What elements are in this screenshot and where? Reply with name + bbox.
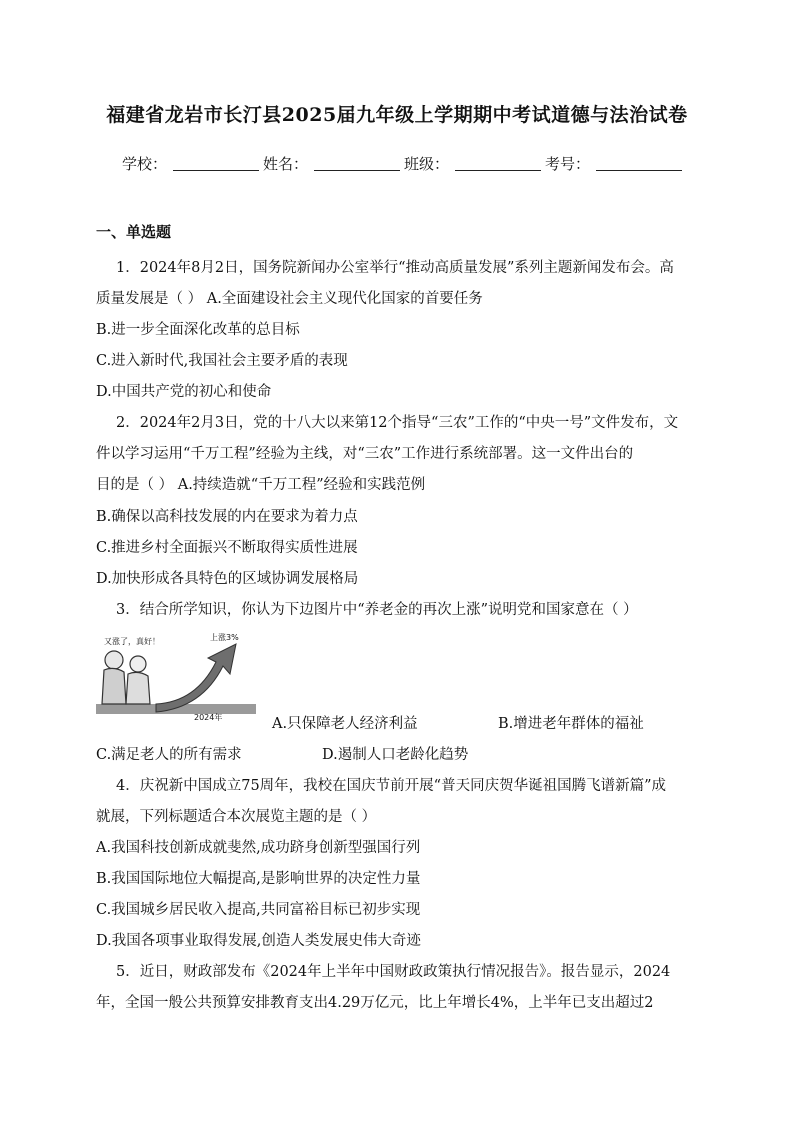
section-heading: 一、单选题 <box>96 223 172 241</box>
q2-option-b: B.确保以高科技发展的内在要求为着力点 <box>96 509 358 525</box>
number-label: 考号： <box>545 155 591 173</box>
elder-body-right <box>126 672 150 704</box>
q3-line1: 3．结合所学知识，你认为下边图片中“养老金的再次上涨”说明党和国家意在（ ） <box>116 602 638 618</box>
q3-option-b: B.增进老年群体的福祉 <box>498 716 644 732</box>
elder-body-left <box>102 668 126 704</box>
q1-line2: 质量发展是（ ） A.全面建设社会主义现代化国家的首要任务 <box>96 291 483 307</box>
q3-option-a: A.只保障老人经济利益 <box>272 716 418 732</box>
q2-option-d: D.加快形成各具特色的区域协调发展格局 <box>96 571 359 587</box>
school-blank[interactable] <box>173 156 259 171</box>
q2-line3: 目的是（ ） A.持续造就“千万工程”经验和实践范例 <box>96 477 426 493</box>
pension-cartoon <box>96 632 256 722</box>
q2-line1: 2．2024年2月3日，党的十八大以来第12个指导“三农”工作的“中央一号”文件发布，文 <box>116 415 679 431</box>
class-label: 班级： <box>404 155 450 173</box>
name-blank[interactable] <box>314 156 400 171</box>
cartoon-year-label: 2024年 <box>194 713 223 722</box>
q3-option-c: C.满足老人的所有需求 <box>96 747 242 763</box>
q2-line2: 件以学习运用“千万工程”经验为主线，对“三农”工作进行系统部署。这一文件出台的 <box>96 446 634 462</box>
q1-option-c: C.进入新时代,我国社会主要矛盾的表现 <box>96 353 348 369</box>
q5-line2: 年，全国一般公共预算安排教育支出4.29万亿元，比上年增长4%，上半年已支出超过2 <box>96 995 654 1011</box>
rising-arrow <box>156 644 236 712</box>
q1-option-d: D.中国共产党的初心和使命 <box>96 384 272 400</box>
elder-head-left <box>105 651 123 669</box>
elder-head-right <box>130 656 146 672</box>
q5-line1: 5．近日，财政部发布《2024年上半年中国财政政策执行情况报告》。报告显示，2024 <box>116 964 671 980</box>
cartoon-speech-text: 又涨了，真好！ <box>104 637 160 646</box>
cartoon-rise-label: 上涨3% <box>210 633 239 642</box>
q4-line1: 4．庆祝新中国成立75周年，我校在国庆节前开展“普天同庆贺华诞祖国腾飞谱新篇”成 <box>116 778 666 794</box>
q4-option-b: B.我国国际地位大幅提高,是影响世界的决定性力量 <box>96 871 421 887</box>
exam-title: 福建省龙岩市长汀县2025届九年级上学期期中考试道德与法治试卷 <box>106 104 688 126</box>
q4-option-a: A.我国科技创新成就斐然,成功跻身创新型强国行列 <box>96 840 421 856</box>
name-label: 姓名： <box>263 155 309 173</box>
q1-option-b: B.进一步全面深化改革的总目标 <box>96 322 300 338</box>
q1-line1: 1．2024年8月2日，国务院新闻办公室举行“推动高质量发展”系列主题新闻发布会。高 <box>116 260 674 276</box>
q4-option-c: C.我国城乡居民收入提高,共同富裕目标已初步实现 <box>96 902 421 918</box>
pension-cartoon-svg <box>96 632 256 722</box>
q3-option-d: D.遏制人口老龄化趋势 <box>322 747 469 763</box>
q2-option-c: C.推进乡村全面振兴不断取得实质性进展 <box>96 540 358 556</box>
student-info-row <box>122 153 686 174</box>
school-label: 学校： <box>122 155 168 173</box>
q4-line2: 就展，下列标题适合本次展览主题的是（ ） <box>96 809 377 825</box>
number-blank[interactable] <box>596 156 682 171</box>
q4-option-d: D.我国各项事业取得发展,创造人类发展史伟大奇迹 <box>96 933 421 949</box>
class-blank[interactable] <box>455 156 541 171</box>
